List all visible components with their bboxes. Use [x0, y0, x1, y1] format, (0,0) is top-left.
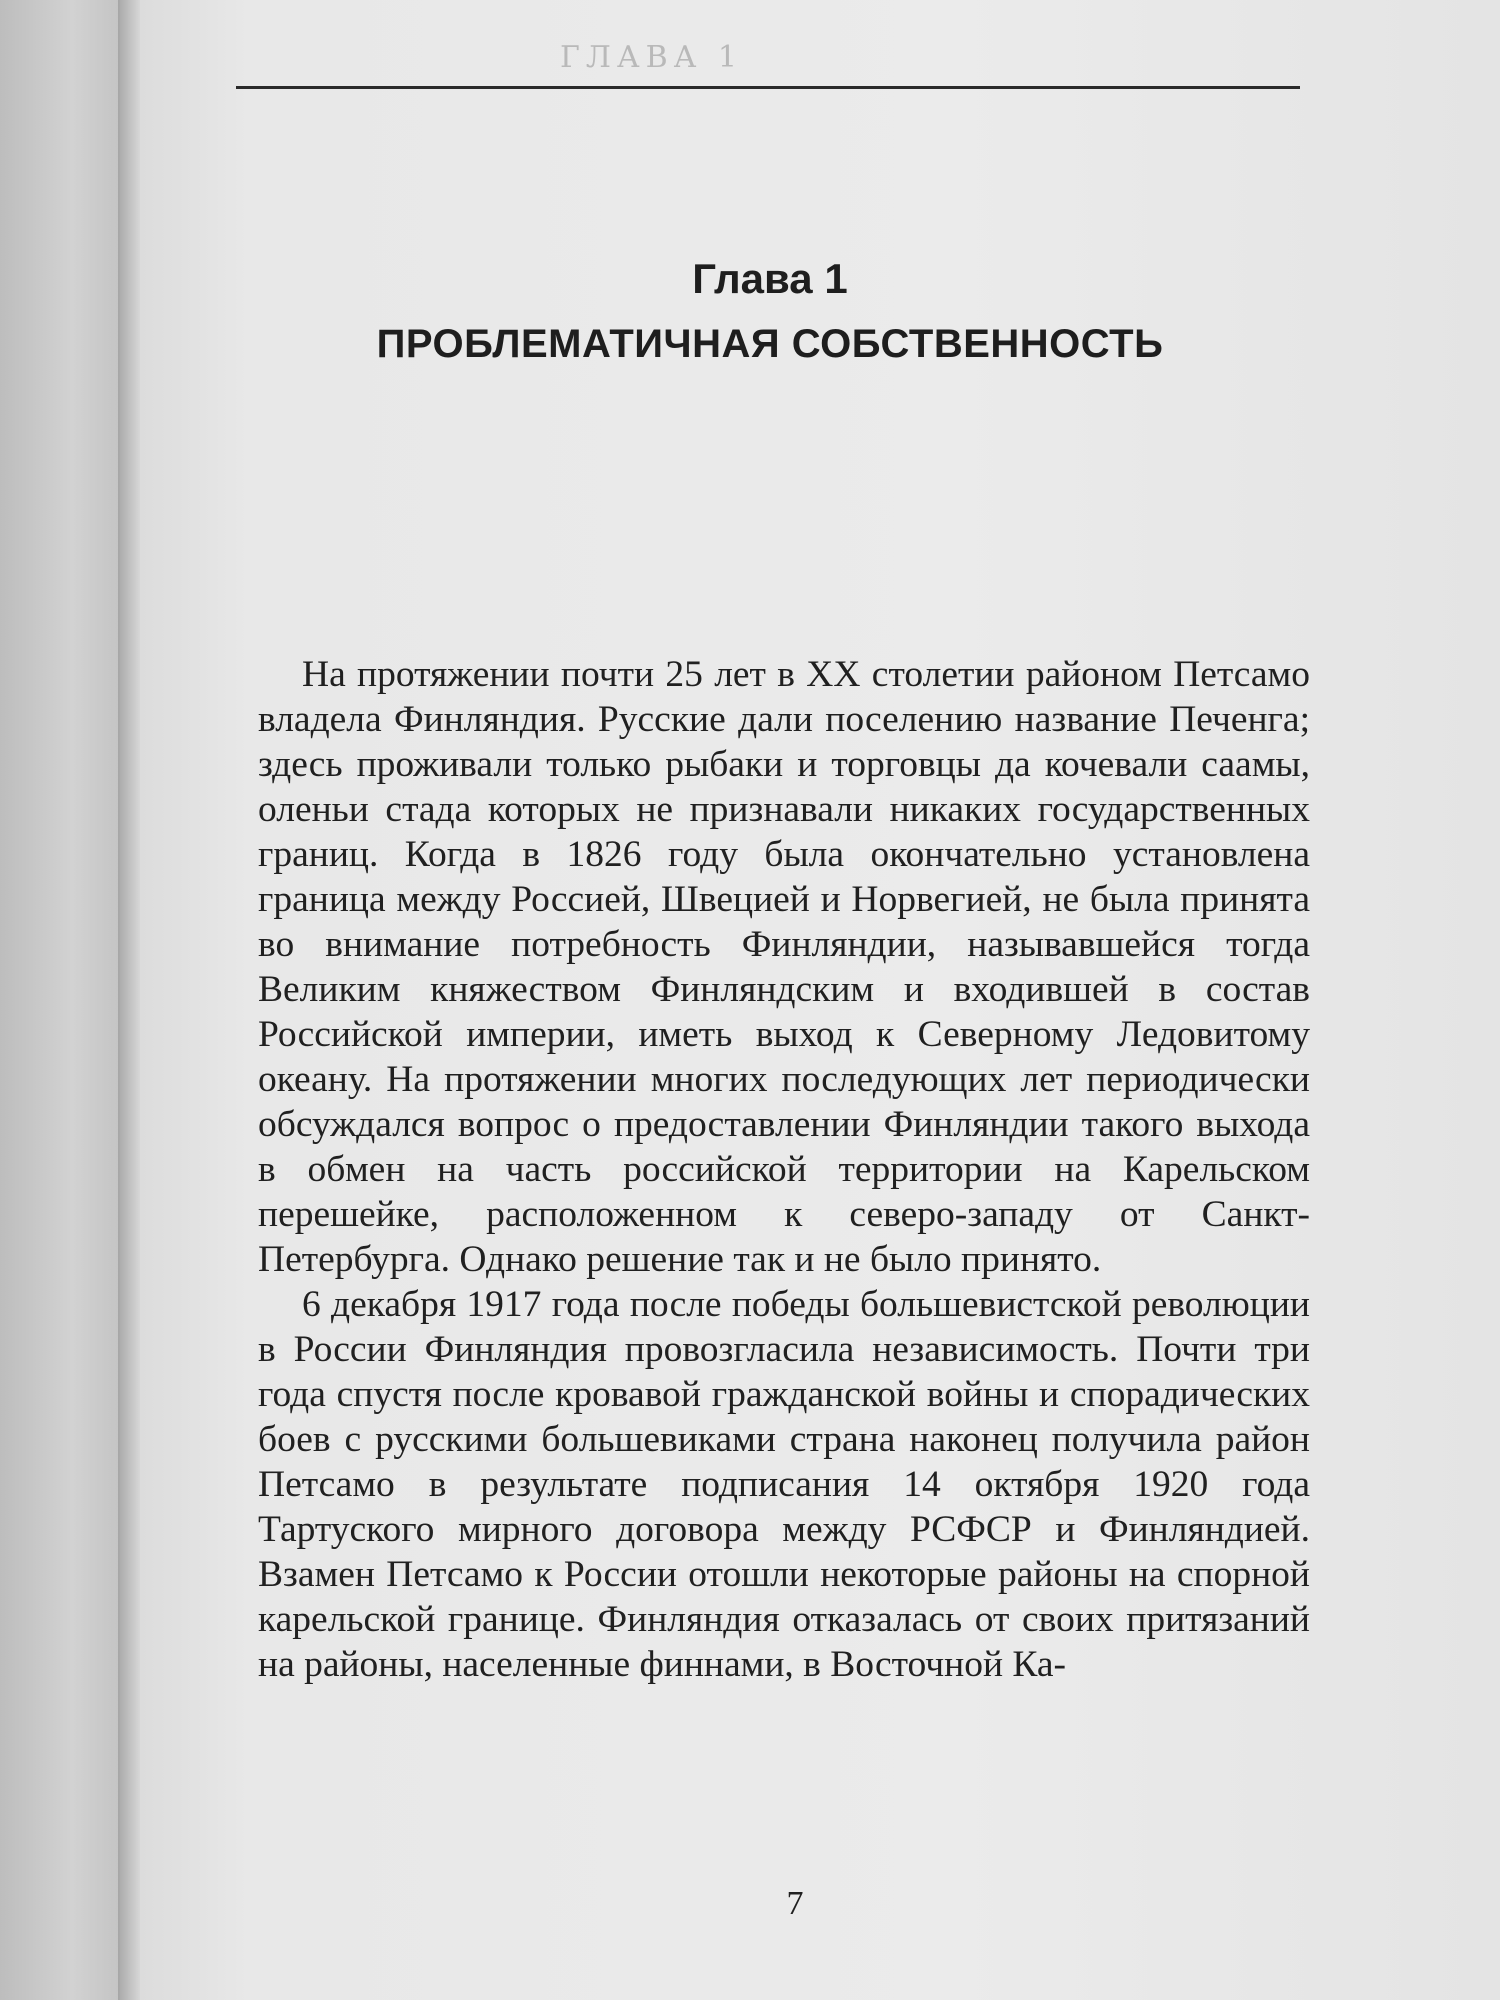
chapter-number: Глава 1 — [692, 255, 848, 302]
chapter-title: ПРОБЛЕМАТИЧНАЯ СОБСТВЕННОСТЬ — [376, 322, 1164, 366]
paragraph-2: 6 декабря 1917 года после победы большевистской революции в России Финляндия провозгласила независимость. Почти три года спустя после кровавой гражданской войны и спорадических боев с русскими большевиками страна наконец получила район Петсамо в результате подписания 14 октября 1920 года Тартуского мирного договора между РСФСР и Финляндией. Взамен Петсамо к России отошли некоторые районы на спорной карельской границе. Финляндия отказалась от своих притязаний на районы, населенные финнами, в Восточной Ка- — [258, 1284, 1310, 1685]
body-text — [258, 652, 1310, 1687]
header-rule — [236, 86, 1300, 89]
paragraph-1: На протяжении почти 25 лет в XX столетии районом Петсамо владела Финляндия. Русские дали поселению название Печенга; здесь проживали только рыбаки и торговцы да кочевали саамы, оленьи стада которых не признавали никаких государственных границ. Когда в 1826 году была окончательно установлена граница между Россией, Швецией и Норвегией, не была принята во внимание потребность Финляндии, называвшейся тогда Великим княжеством Финляндским и входившей в состав Российской империи, иметь выход к Северному Ледовитому океану. На протяжении многих последующих лет периодически обсуждался вопрос о предоставлении Финляндии такого выхода в обмен на часть российской территории на Карельском перешейке, расположенном к северо-западу от Санкт-Петербурга. Однако решение так и не было принято. — [258, 654, 1310, 1280]
book-spine-shadow — [118, 0, 140, 2000]
running-header: ГЛАВА 1 — [560, 40, 744, 75]
left-page-edge — [0, 0, 120, 2000]
page-number: 7 — [786, 1885, 804, 1922]
